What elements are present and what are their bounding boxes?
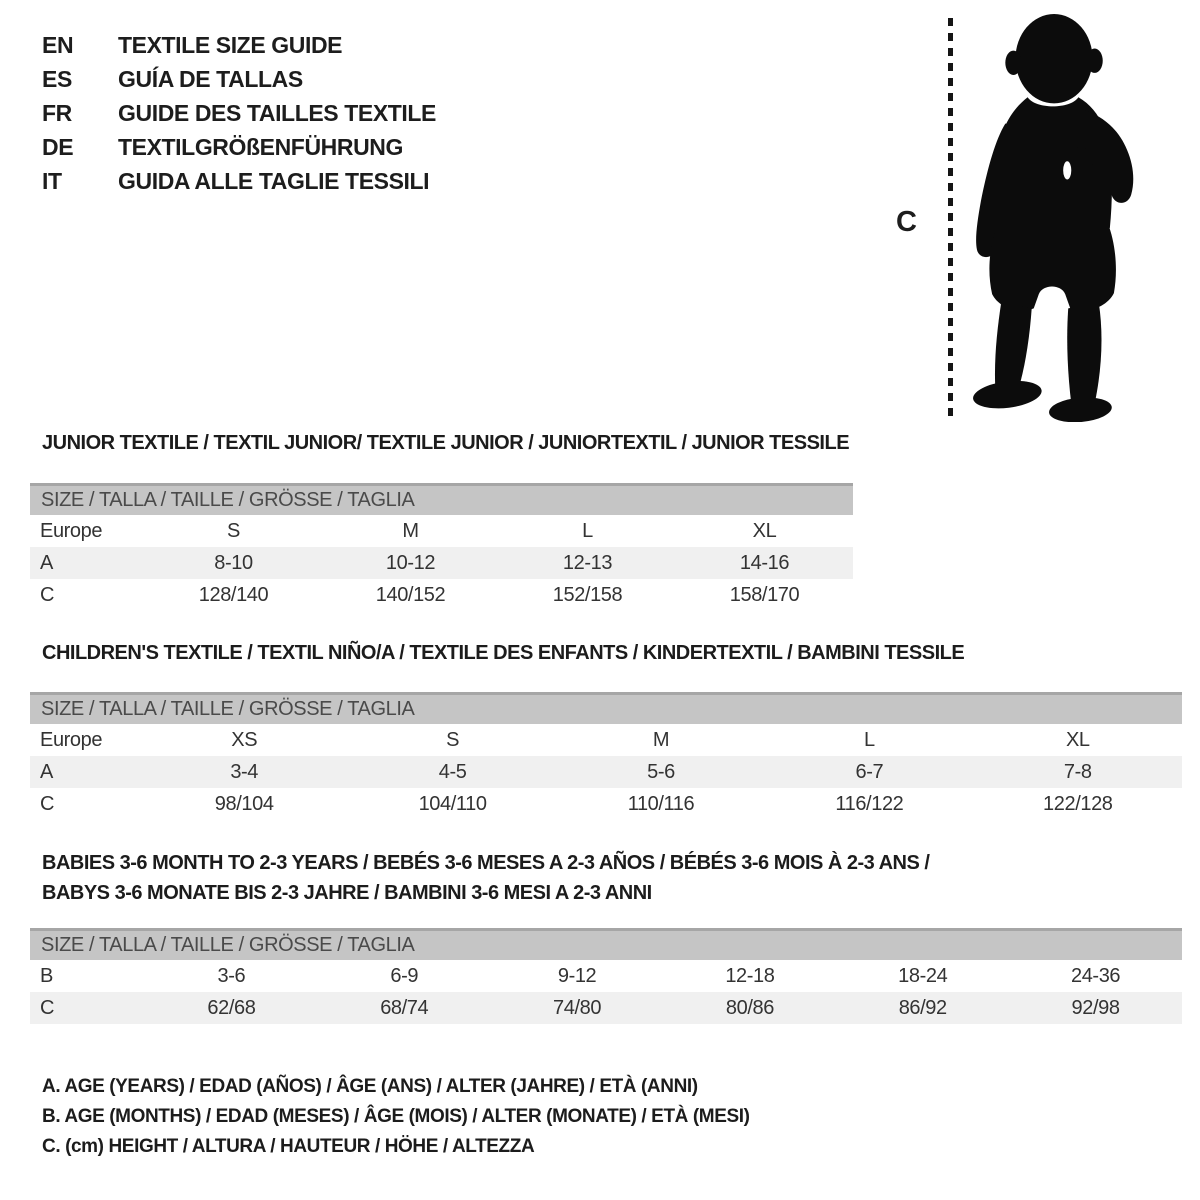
size-header-cell: M (652, 729, 670, 751)
height-value: 158/170 (729, 584, 800, 606)
silhouette-ear-left (1005, 51, 1021, 75)
guide-title-de: TEXTILGRÖßENFÜHRUNG (118, 134, 403, 160)
silhouette-foot-left (971, 377, 1043, 412)
age-value: 12-13 (562, 552, 613, 574)
size-header-cell: L (864, 729, 875, 751)
toddler-silhouette-icon (964, 10, 1140, 422)
row-label: C (40, 793, 55, 815)
table-row-age (30, 756, 1182, 788)
size-header-cell: S (227, 520, 240, 542)
size-header-cell: L (582, 520, 593, 542)
note-age-years: A. AGE (YEARS) / EDAD (AÑOS) / ÂGE (ANS) / ALTER (JAHRE) / ETÀ (ANNI) (42, 1076, 698, 1097)
silhouette-leg-left (995, 302, 1032, 385)
age-value: 5-6 (647, 761, 675, 783)
height-value: 98/104 (214, 793, 274, 815)
junior-size-table (30, 483, 853, 611)
babies-size-table (30, 928, 1182, 1024)
silhouette-hand (1068, 147, 1092, 182)
babies-section-title (42, 848, 929, 908)
months-value: 12-18 (725, 965, 775, 987)
table-row-age (30, 547, 853, 579)
babies-size-header-bar: SIZE / TALLA / TAILLE / GRÖSSE / TAGLIA (30, 928, 1182, 960)
junior-section-title: JUNIOR TEXTILE / TEXTIL JUNIOR/ TEXTILE JUNIOR / JUNIORTEXTIL / JUNIOR TESSILE (42, 432, 850, 454)
row-label: C (40, 997, 55, 1019)
silhouette-foot-right (1048, 395, 1113, 422)
months-value: 24-36 (1070, 965, 1121, 987)
height-value: 80/86 (725, 997, 774, 1019)
size-header-cell: M (402, 520, 419, 542)
months-value: 3-6 (217, 965, 246, 987)
language-code: IT (42, 168, 62, 194)
children-header-row (30, 724, 1182, 756)
silhouette-ear-right (1087, 49, 1103, 73)
height-value: 128/140 (198, 584, 269, 606)
junior-header-row (30, 515, 853, 547)
height-value: 104/110 (418, 793, 487, 815)
row-label: A (40, 552, 53, 574)
age-value: 6-7 (855, 761, 884, 783)
legend-notes (42, 1072, 750, 1162)
children-section-title: CHILDREN'S TEXTILE / TEXTIL NIÑO/A / TEXTILE DES ENFANTS / KINDERTEXTIL / BAMBINI TESSILE (42, 642, 965, 664)
region-header-cell: Europe (40, 520, 103, 542)
table-row-height (30, 579, 853, 611)
children-size-table (30, 692, 1182, 820)
row-label: A (40, 761, 53, 783)
age-value: 4-5 (438, 761, 467, 783)
size-header-cell: XL (1065, 729, 1090, 751)
region-header-cell: Europe (40, 729, 103, 751)
guide-title-en: TEXTILE SIZE GUIDE (118, 32, 343, 58)
language-code: FR (42, 100, 72, 126)
height-value: 86/92 (898, 997, 947, 1019)
row-label: B (40, 965, 53, 987)
size-header-cell: XS (231, 729, 258, 751)
silhouette-shorts (989, 223, 1116, 311)
guide-title-fr: GUIDE DES TAILLES TEXTILE (118, 100, 436, 126)
age-value: 10-12 (385, 552, 436, 574)
age-value: 3-4 (230, 761, 259, 783)
height-measure-label: C (896, 206, 917, 238)
babies-title-line2: BABYS 3-6 MONATE BIS 2-3 JAHRE / BAMBINI 3-6 MESI A 2-3 ANNI (42, 882, 652, 904)
row-label: C (40, 584, 55, 606)
size-header-cell: XL (752, 520, 777, 542)
note-age-months: B. AGE (MONTHS) / EDAD (MESES) / ÂGE (MOIS) / ALTER (MONATE) / ETÀ (MESI) (42, 1106, 750, 1127)
height-value: 152/158 (552, 584, 623, 606)
age-value: 7-8 (1063, 761, 1092, 783)
height-value: 110/116 (627, 793, 695, 815)
language-header (42, 28, 436, 198)
silhouette-hand-gap (1063, 161, 1071, 179)
table-row-months (30, 960, 1182, 992)
language-code: DE (42, 134, 74, 160)
junior-size-header-bar: SIZE / TALLA / TAILLE / GRÖSSE / TAGLIA (30, 483, 853, 515)
months-value: 6-9 (390, 965, 419, 987)
babies-title-line1: BABIES 3-6 MONTH TO 2-3 YEARS / BEBÉS 3-6 MESES A 2-3 AÑOS / BÉBÉS 3-6 MOIS À 2-3 ANS / (42, 852, 930, 874)
language-code: EN (42, 32, 74, 58)
age-value: 14-16 (739, 552, 790, 574)
height-value: 140/152 (375, 584, 446, 606)
guide-title-es: GUÍA DE TALLAS (118, 66, 303, 92)
guide-title-it: GUIDA ALLE TAGLIE TESSILI (118, 168, 430, 194)
table-row-height (30, 788, 1182, 820)
age-value: 8-10 (214, 552, 253, 574)
height-value: 116/122 (835, 793, 904, 815)
height-value: 92/98 (1071, 997, 1120, 1019)
dashed-height-line-icon (948, 18, 953, 418)
months-value: 9-12 (557, 965, 597, 987)
note-height-cm: C. (cm) HEIGHT / ALTURA / HAUTEUR / HÖHE / ALTEZZA (42, 1136, 535, 1157)
silhouette-leg-right (1067, 302, 1101, 403)
height-value: 62/68 (207, 997, 256, 1019)
months-value: 18-24 (898, 965, 948, 987)
silhouette-head (1015, 14, 1092, 103)
height-value: 74/80 (553, 997, 602, 1019)
table-row-height (30, 992, 1182, 1024)
size-header-cell: S (446, 729, 460, 751)
height-value: 122/128 (1043, 793, 1113, 815)
language-code: ES (42, 66, 72, 92)
children-size-header-bar: SIZE / TALLA / TAILLE / GRÖSSE / TAGLIA (30, 692, 1182, 724)
height-value: 68/74 (380, 997, 429, 1019)
